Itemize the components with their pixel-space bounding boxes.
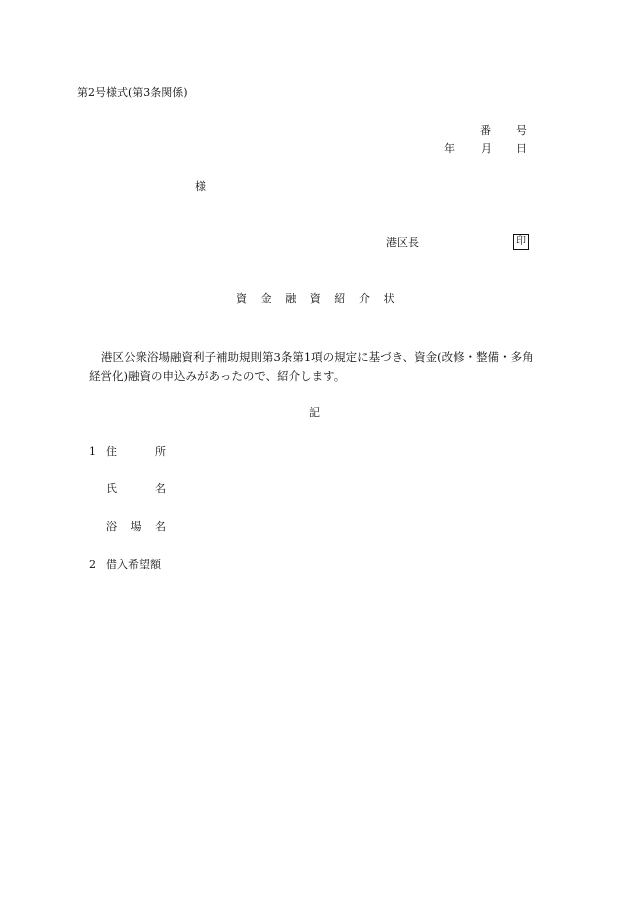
title-char: 金 xyxy=(260,292,272,305)
number-label-ban: 番 xyxy=(480,124,491,137)
desired-loan-amount-label: 借入希望額 xyxy=(106,558,161,571)
title-char: 資 xyxy=(309,292,321,305)
title-char: 状 xyxy=(383,292,395,305)
seal-stamp: 印 xyxy=(513,234,529,250)
title-char: 介 xyxy=(358,292,370,305)
date-day-label: 日 xyxy=(516,142,527,155)
title-char: 資 xyxy=(236,292,247,305)
title-char: 融 xyxy=(285,292,297,305)
addressee-suffix: 様 xyxy=(195,180,206,193)
name-label-char: 名 xyxy=(155,482,166,495)
number-label-go: 号 xyxy=(516,124,527,137)
address-label-char: 住 xyxy=(106,445,117,458)
name-label xyxy=(106,482,166,496)
date-month-label: 月 xyxy=(481,142,492,155)
address-label xyxy=(106,445,166,459)
body-text-line-2: 経営化)融資の申込みがあったので、紹介します。 xyxy=(89,369,346,383)
body-text-line-1: 港区公衆浴場融資利子補助規則第3条第1項の規定に基づき、資金(改修・整備・多角 xyxy=(101,350,534,364)
title-char: 紹 xyxy=(334,292,346,305)
address-label-char: 所 xyxy=(155,445,166,458)
bathhouse-name-label xyxy=(106,520,166,534)
document-title xyxy=(236,292,408,306)
ki-heading: 記 xyxy=(309,406,320,419)
form-number: 第2号様式(第3条関係) xyxy=(77,86,188,99)
item-number-1: 1 xyxy=(89,445,96,458)
bathhouse-label-char: 名 xyxy=(155,520,166,533)
bathhouse-label-char: 場 xyxy=(130,520,142,533)
item-number-2: 2 xyxy=(89,558,96,571)
name-label-char: 氏 xyxy=(106,482,117,495)
sender-name: 港区長 xyxy=(386,236,419,249)
bathhouse-label-char: 浴 xyxy=(106,520,117,533)
date-year-label: 年 xyxy=(444,142,455,155)
